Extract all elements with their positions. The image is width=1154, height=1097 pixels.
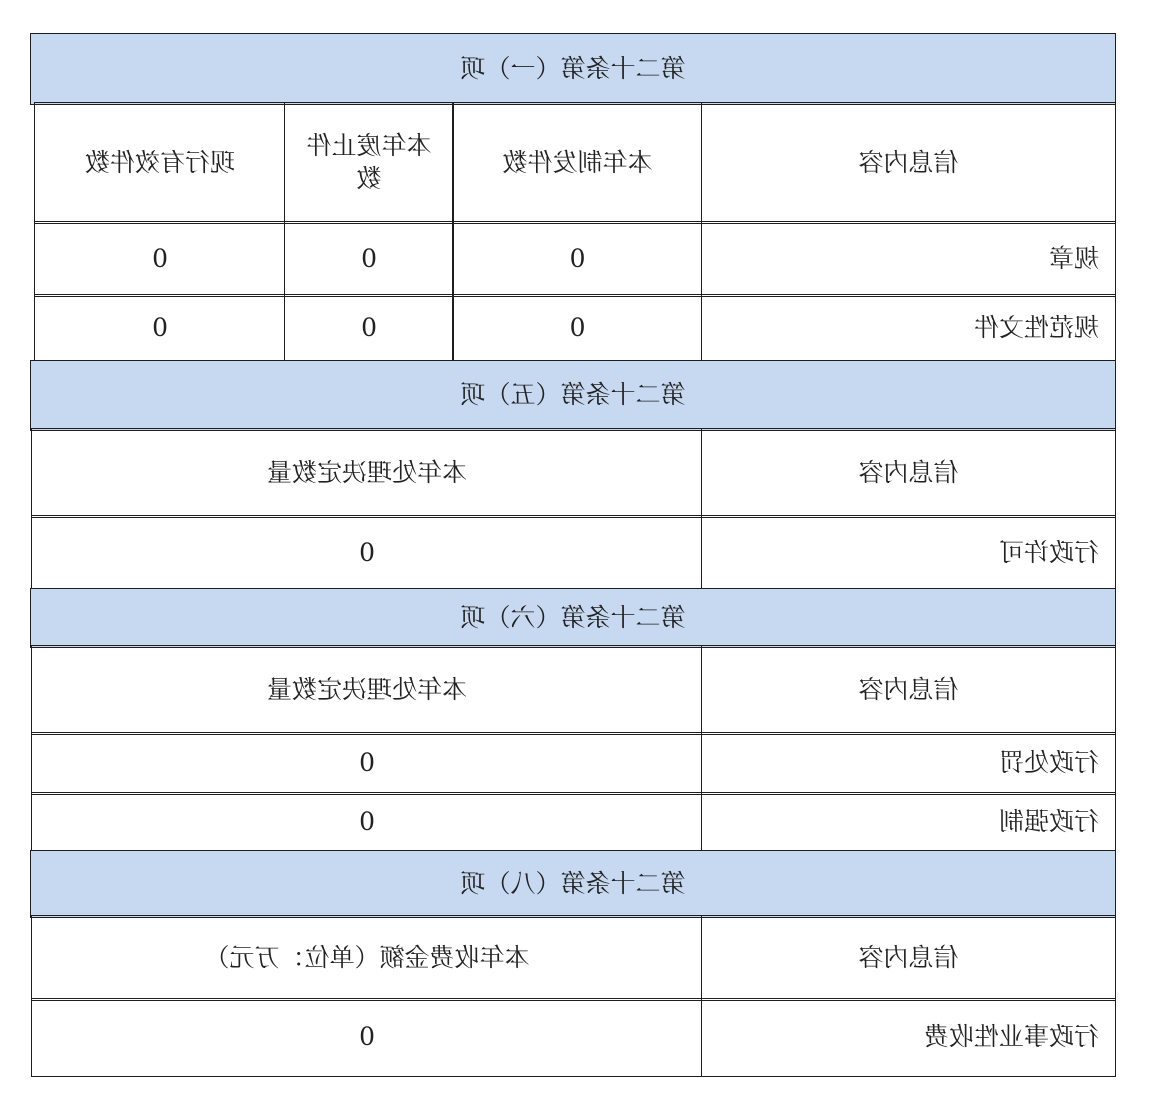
section4-column-header-row <box>30 915 1116 999</box>
col-header-info-content: 信息内容 <box>701 915 1116 1001</box>
row-label-admin-license: 行政许可 <box>701 515 1116 591</box>
value-issued: 0 <box>453 221 703 297</box>
mirrored-table-body <box>30 33 1116 1075</box>
value-decision-count: 0 <box>32 515 703 591</box>
row-label-rules: 规章 <box>701 221 1116 297</box>
col-header-decision-count: 本年处理决定数量 <box>32 645 703 735</box>
col-header-valid-count: 现行有效件数 <box>35 102 286 224</box>
row-label-normative-docs: 规范性文件 <box>701 294 1116 363</box>
row-label-admin-penalty: 行政处罚 <box>701 732 1116 795</box>
section1-column-header-row <box>30 102 1116 222</box>
col-header-fee-amount: 本年收费金额（单位：万元） <box>32 915 703 1001</box>
value-repealed: 0 <box>284 221 454 297</box>
section3-header-row <box>30 588 1116 646</box>
table-row <box>30 732 1116 793</box>
col-header-issued-count: 本年制发件数 <box>453 102 703 224</box>
section4-title: 第二十条第（八）项 <box>30 850 1116 918</box>
row-label-admin-enforcement: 行政强制 <box>701 792 1116 853</box>
value-repealed: 0 <box>284 294 454 363</box>
value-issued: 0 <box>453 294 703 363</box>
col-header-info-content: 信息内容 <box>701 645 1116 735</box>
section4-header-row <box>30 850 1116 916</box>
table-row <box>30 515 1116 589</box>
col-header-info-content: 信息内容 <box>701 428 1116 518</box>
disclosure-table <box>30 33 1116 1075</box>
section3-title: 第二十条第（六）项 <box>30 588 1116 648</box>
table-row <box>30 294 1116 361</box>
section2-title: 第二十条第（五）项 <box>30 360 1116 431</box>
table-row <box>30 221 1116 295</box>
table-row <box>30 792 1116 851</box>
col-header-decision-count: 本年处理决定数量 <box>32 428 703 518</box>
value-decision-count: 0 <box>32 732 703 795</box>
table-row <box>30 998 1116 1075</box>
section1-header-row <box>30 33 1116 103</box>
section3-column-header-row <box>30 645 1116 733</box>
col-header-info-content: 信息内容 <box>701 102 1116 224</box>
section2-column-header-row <box>30 428 1116 516</box>
section2-header-row <box>30 360 1116 429</box>
value-valid: 0 <box>35 294 286 363</box>
section1-title: 第二十条第（一）项 <box>30 33 1116 105</box>
row-label-admin-fees: 行政事业性收费 <box>701 998 1116 1077</box>
col-header-repealed-count: 本年废止件数 <box>284 102 454 224</box>
value-valid: 0 <box>35 221 286 297</box>
value-fee-amount: 0 <box>32 998 703 1077</box>
value-decision-count: 0 <box>32 792 703 853</box>
